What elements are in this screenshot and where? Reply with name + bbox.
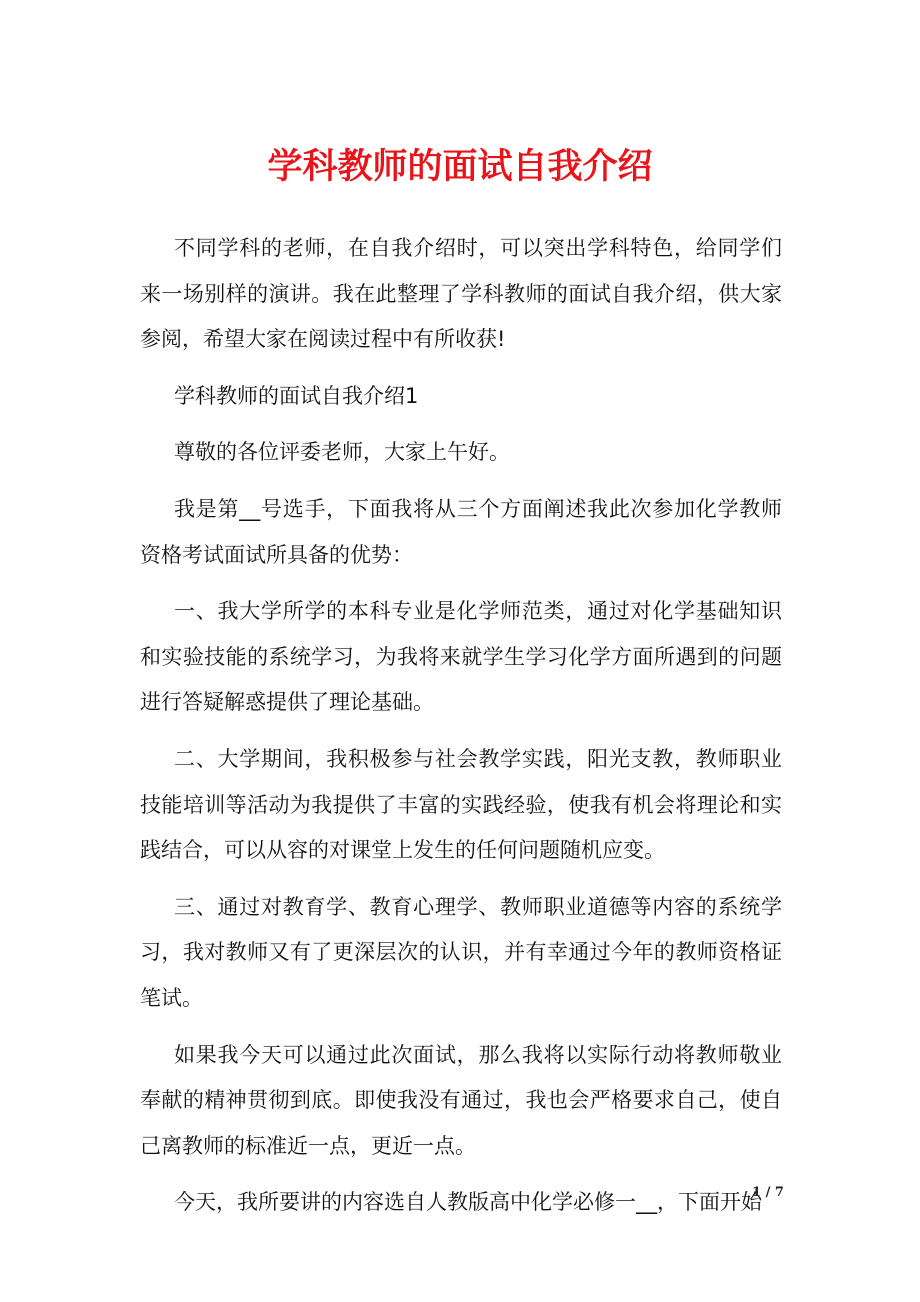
section-heading: 学科教师的面试自我介绍1 [174, 383, 419, 408]
paragraph-point-3: 三、通过对教育学、教育心理学、教师职业道德等内容的系统学习，我对教师又有了更深层次的认识，并有幸通过今年的教师资格证笔试。 [140, 894, 782, 1010]
paragraph-lesson-start: 今天，我所要讲的内容选自人教版高中化学必修一__，下面开始 [174, 1190, 762, 1215]
document-body [140, 226, 782, 1237]
paragraph-point-2: 二、大学期间，我积极参与社会教学实践，阳光支教，教师职业技能培训等活动为我提供了丰富的实践经验，使我有机会将理论和实践结合，可以从容的对课堂上发生的任何问题随机应变。 [140, 746, 782, 863]
page-number: 1 / 7 [752, 1185, 784, 1200]
paragraph-greeting: 尊敬的各位评委老师，大家上午好。 [174, 440, 510, 465]
paragraph-point-1: 一、我大学所学的本科专业是化学师范类，通过对化学基础知识和实验技能的系统学习，为我将来就学生学习化学方面所遇到的问题进行答疑解惑提供了理论基础。 [140, 599, 782, 715]
paragraph-self-intro: 我是第__号选手，下面我将从三个方面阐述我此次参加化学教师资格考试面试所具备的优势： [140, 496, 782, 567]
paragraph-intro: 不同学科的老师，在自我介绍时，可以突出学科特色，给同学们来一场别样的演讲。我在此整理了学科教师的面试自我介绍，供大家参阅，希望大家在阅读过程中有所收获! [140, 236, 782, 352]
paragraph-commitment: 如果我今天可以通过此次面试，那么我将以实际行动将教师敬业奉献的精神贯彻到底。即使我没有通过，我也会严格要求自己，使自己离教师的标准近一点，更近一点。 [140, 1042, 782, 1158]
document-title: 学科教师的面试自我介绍 [267, 147, 653, 187]
